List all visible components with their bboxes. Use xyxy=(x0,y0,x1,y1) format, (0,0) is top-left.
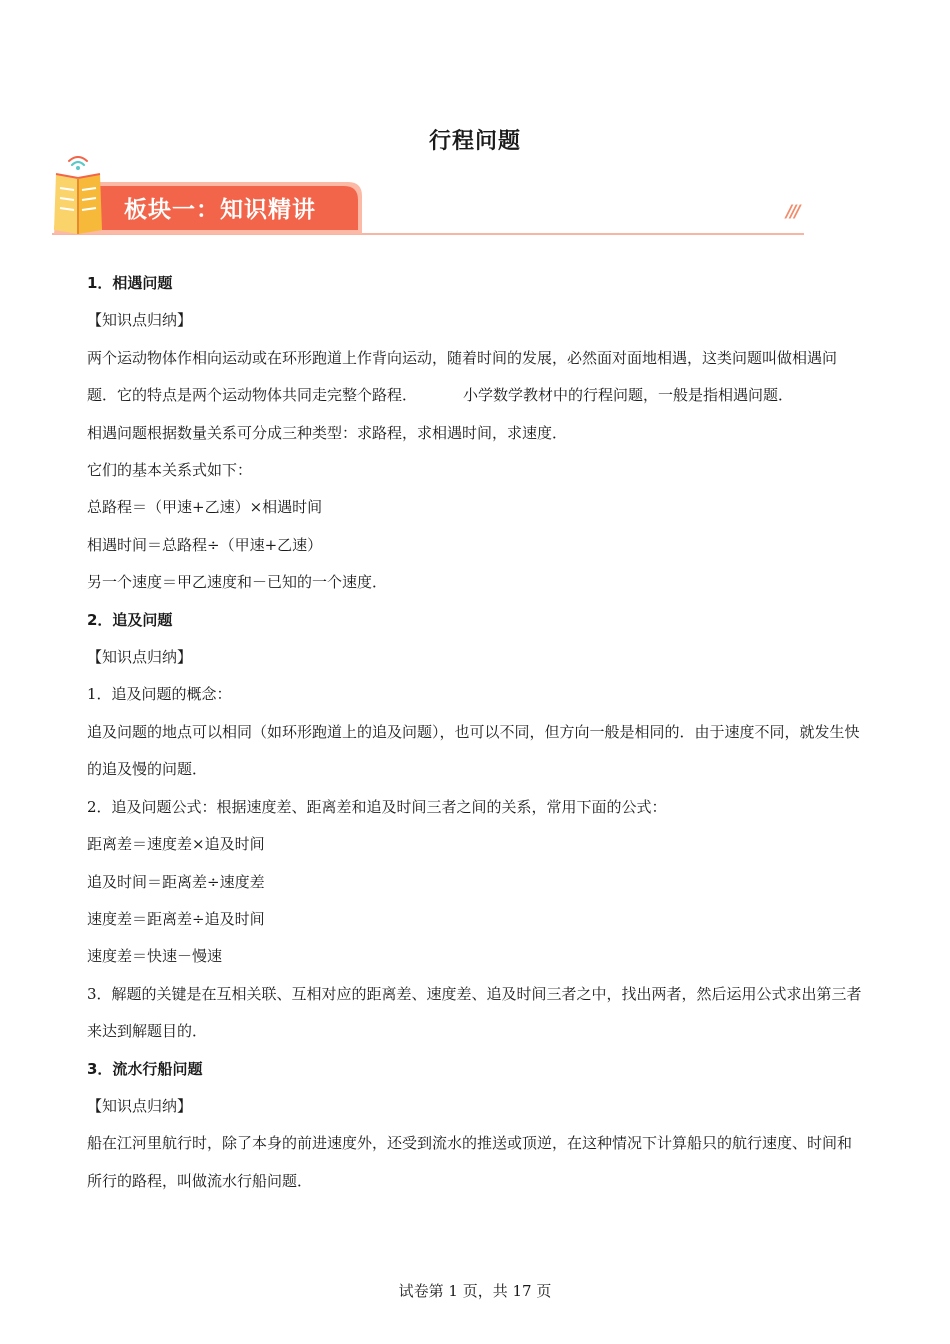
list-item: 1．追及问题的概念： xyxy=(87,685,232,704)
page-footer: 试卷第 1 页，共 17 页 xyxy=(398,1282,552,1300)
formula: 相遇时间＝总路程÷（甲速+乙速） xyxy=(87,535,323,554)
formula: 另一个速度＝甲乙速度和－已知的一个速度． xyxy=(87,573,388,592)
document-body xyxy=(87,265,865,1200)
formula: 总路程＝（甲速+乙速）×相遇时间 xyxy=(87,498,323,517)
signal-icon xyxy=(69,157,87,170)
formula: 追及时间＝距离差÷速度差 xyxy=(87,872,265,891)
page-title: 行程问题 xyxy=(428,129,521,154)
formula: 距离差＝速度差×追及时间 xyxy=(87,835,265,854)
paragraph xyxy=(87,340,865,415)
paragraph: 追及问题的地点可以相同（如环形跑道上的追及问题），也可以不同，但方向一般是相同的．由于速度不同，就发生快的追及慢的问题． xyxy=(87,722,860,779)
book-icon xyxy=(54,174,102,234)
section-tag: 【知识点归纳】 xyxy=(87,648,193,667)
list-item: 3．解题的关键是在互相关联、互相对应的距离差、速度差、追及时间三者之中，找出两者，然后运用公式求出第三者来达到解题目的． xyxy=(87,984,862,1041)
section-tag: 【知识点归纳】 xyxy=(87,1096,193,1115)
paragraph-text: 两个运动物体作相向运动或在环形跑道上作背向运动，随着时间的发展，必然面对面地相遇，这类问题叫做相遇问题．它的特点是两个运动物体共同走完整个路程． xyxy=(87,348,838,405)
banner-decoration: /// xyxy=(786,202,799,222)
formula: 速度差＝距离差÷追及时间 xyxy=(87,909,265,928)
section-heading: 2．追及问题 xyxy=(87,610,173,629)
paragraph-text: 小学数学教材中的行程问题，一般是指相遇问题． xyxy=(463,386,794,405)
paragraph: 船在江河里航行时，除了本身的前进速度外，还受到流水的推送或顶逆，在这种情况下计算船只的航行速度、时间和所行的路程，叫做流水行船问题． xyxy=(87,1134,853,1190)
section-heading: 3．流水行船问题 xyxy=(87,1059,203,1078)
section-banner xyxy=(48,156,808,238)
formula: 速度差＝快速－慢速 xyxy=(87,947,223,966)
list-item: 2．追及问题公式：根据速度差、距离差和追及时间三者之间的关系，常用下面的公式： xyxy=(87,797,667,816)
paragraph: 相遇问题根据数量关系可分成三种类型：求路程，求相遇时间，求速度． xyxy=(87,423,568,442)
paragraph: 它们的基本关系式如下： xyxy=(87,461,253,480)
section-tag: 【知识点归纳】 xyxy=(87,311,193,330)
banner-title: 板块一：知识精讲 xyxy=(124,197,316,223)
section-heading: 1．相遇问题 xyxy=(87,274,173,292)
